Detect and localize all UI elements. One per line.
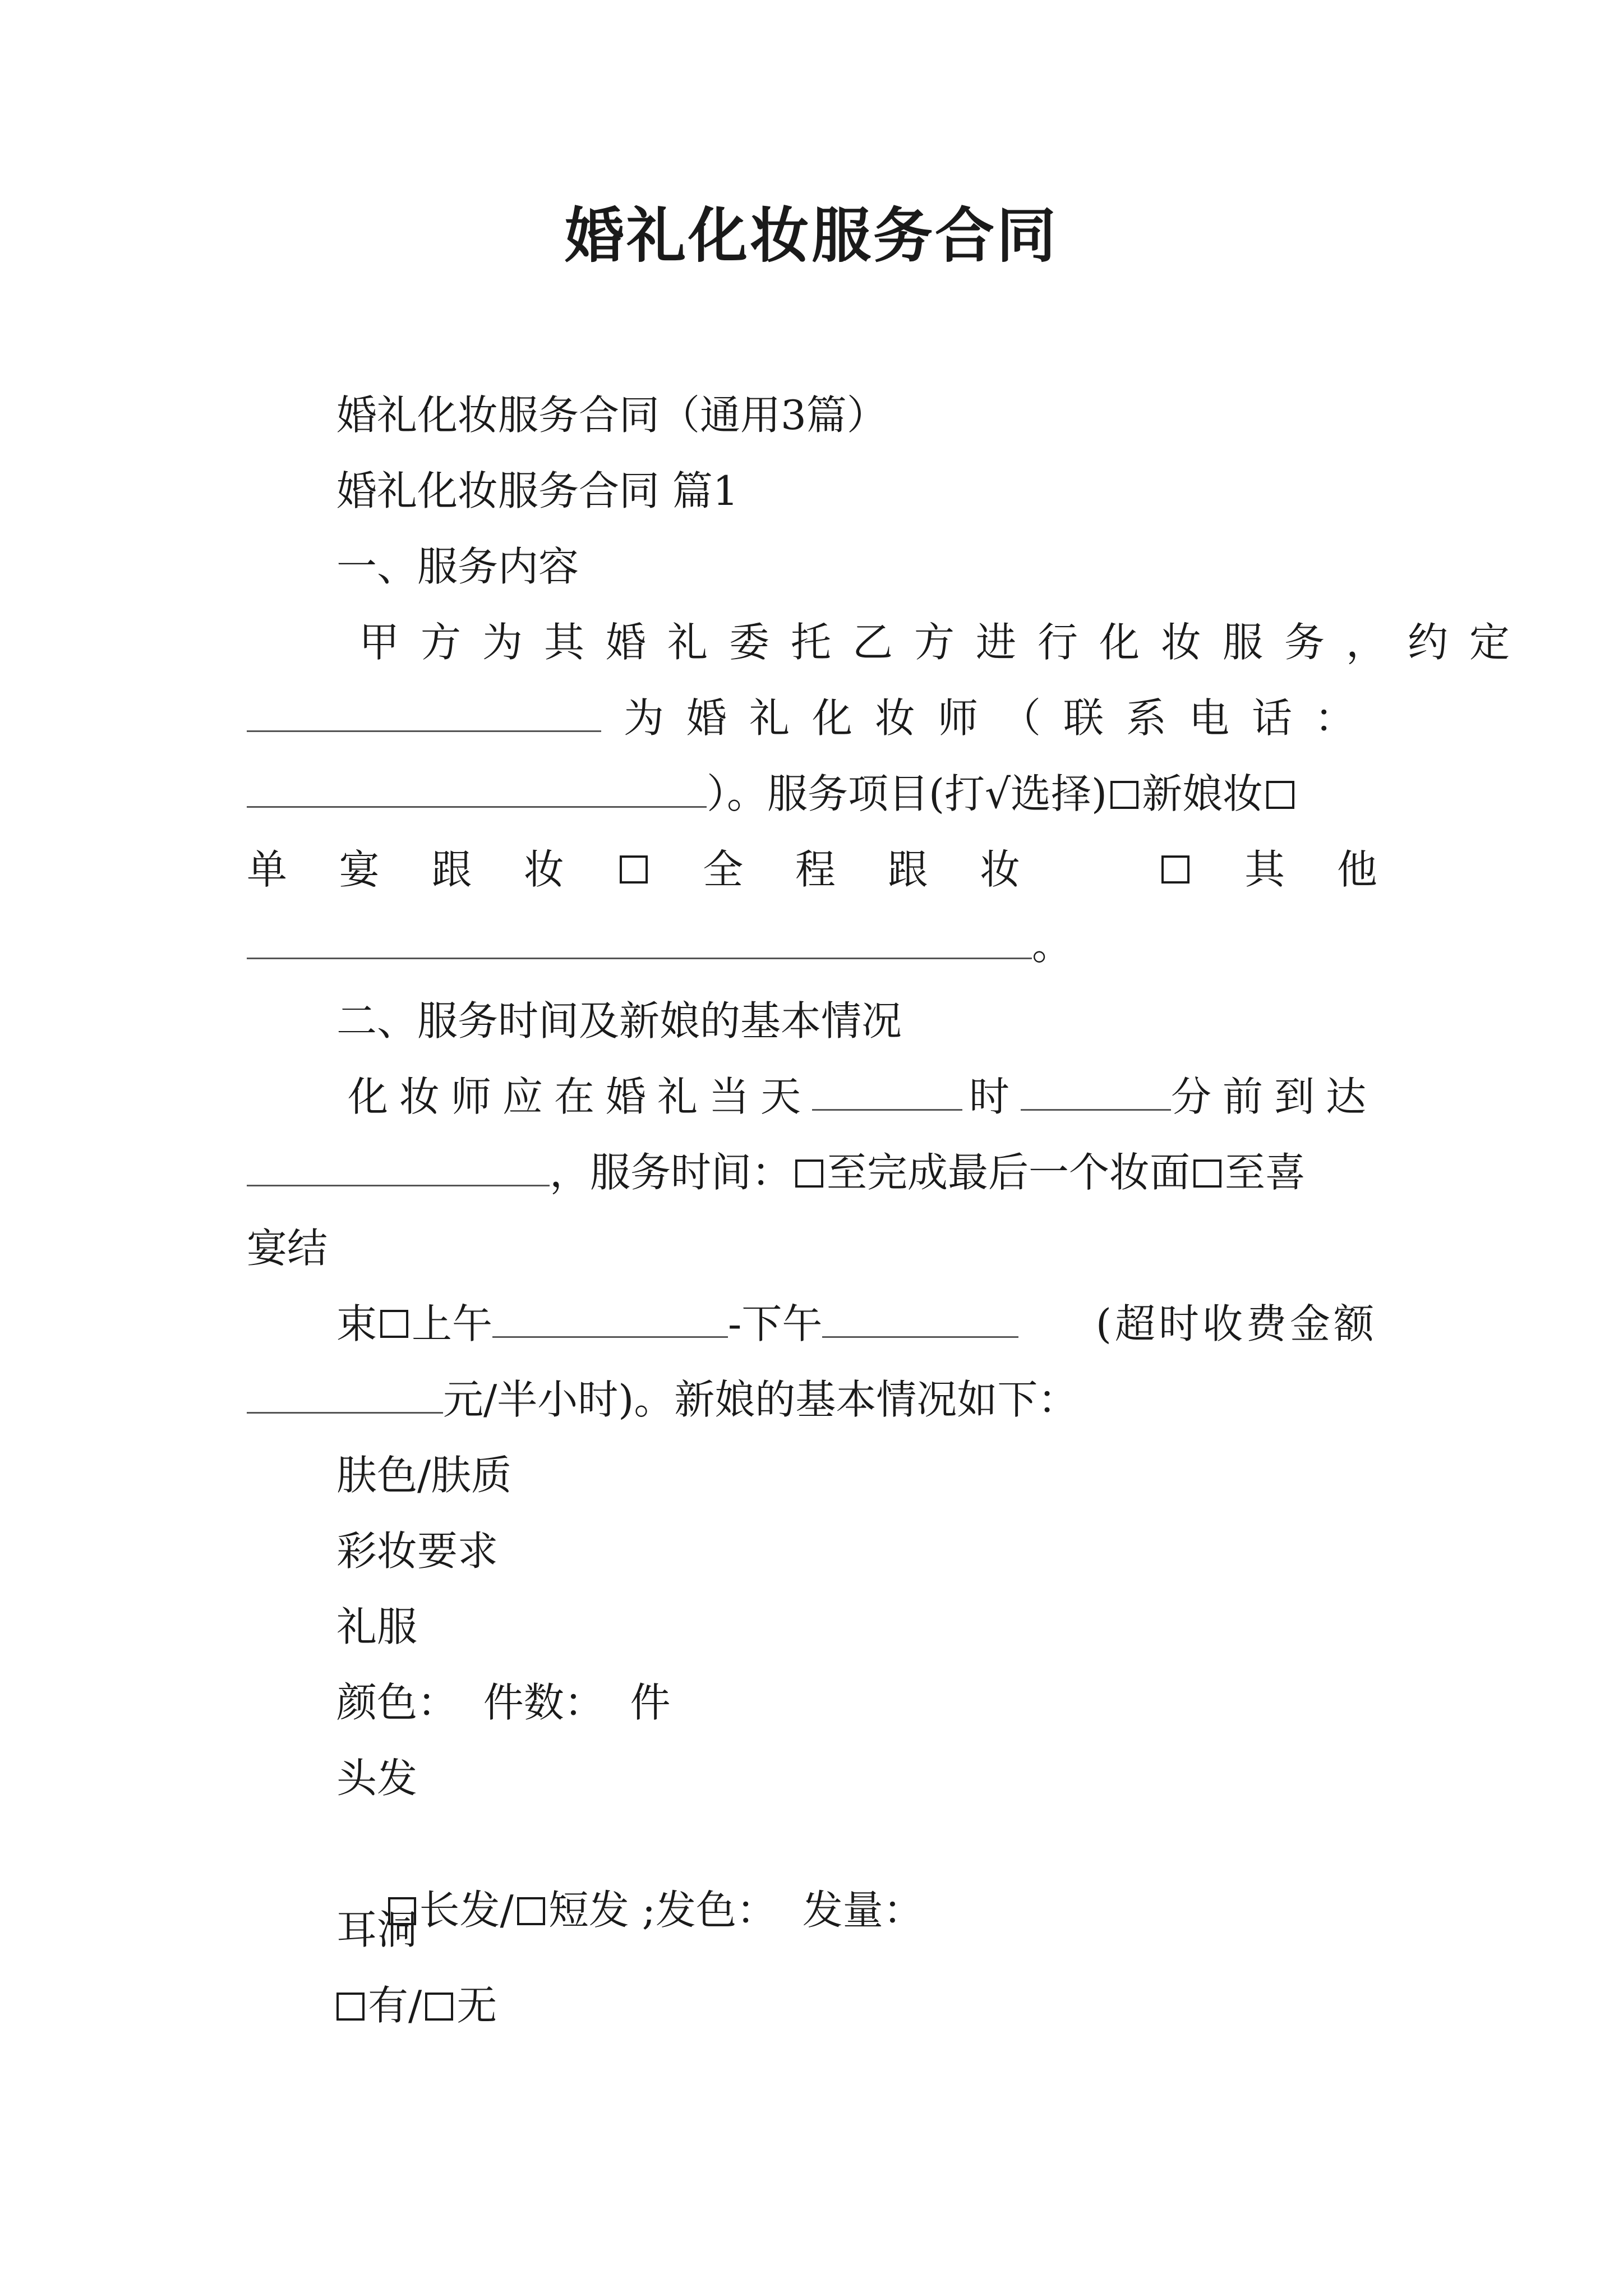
hour-blank xyxy=(812,1069,962,1111)
afternoon-blank xyxy=(822,1296,1018,1338)
char: 妆 xyxy=(980,846,1021,893)
checkbox-icon xyxy=(620,855,648,884)
arrival-text: 化妆师应在婚礼当天 xyxy=(348,1073,813,1120)
hour-label: 时 xyxy=(969,1073,1021,1120)
location-blank xyxy=(247,1144,550,1186)
section-2-paragraph-line-5 xyxy=(247,1372,1377,1428)
line-2-text: 为婚礼化妆师（联系电话： xyxy=(623,694,1377,742)
document-title: 婚礼化妆服务合同 xyxy=(565,200,1058,270)
char: 宴 xyxy=(339,846,380,893)
char: 他 xyxy=(1336,846,1377,893)
period: 。 xyxy=(1032,922,1073,969)
section-1-paragraph-line-5 xyxy=(247,917,1377,973)
checkbox-icon xyxy=(795,1159,823,1188)
skin-label: 肤色/肤质 xyxy=(336,1452,512,1499)
minute-blank xyxy=(1021,1069,1171,1111)
option-banquet: 至喜 xyxy=(1225,1149,1306,1196)
char: 妆 xyxy=(523,846,564,893)
short-hair-option: 短发 ;发色： 发量： xyxy=(548,1887,924,1934)
section-2-paragraph-line-3: 宴结 xyxy=(247,1225,328,1272)
morning-blank xyxy=(492,1296,728,1338)
end-char: 束 xyxy=(336,1300,377,1347)
document-subtitle: 婚礼化妆服务合同（通用3篇） xyxy=(336,392,887,439)
overtime-fee-label: (超时收费金额 xyxy=(1095,1300,1377,1347)
section-2-paragraph-line-4 xyxy=(336,1296,1377,1352)
makeup-artist-blank xyxy=(247,690,601,732)
fee-blank xyxy=(247,1372,443,1414)
option-last-makeup: 至完成最后一个妆面 xyxy=(827,1149,1191,1196)
afternoon-label: -下午 xyxy=(728,1300,823,1347)
char: 跟 xyxy=(431,846,472,893)
bride-makeup-label: 新娘妆 xyxy=(1142,770,1264,817)
morning-label: 上午 xyxy=(412,1300,493,1347)
char: 全 xyxy=(703,846,744,893)
hair-label: 头发 xyxy=(336,1755,418,1802)
ear-piercing-options xyxy=(336,1977,497,2033)
gown-label: 礼服 xyxy=(336,1603,418,1650)
section-2-paragraph-line-1 xyxy=(348,1069,1377,1125)
section-2-paragraph-line-2 xyxy=(247,1144,1377,1200)
arrive-label: 分前到达 xyxy=(1170,1073,1377,1120)
checkbox-icon xyxy=(517,1897,545,1925)
ear-piercing-label: 耳洞 xyxy=(336,1906,418,1953)
char: 程 xyxy=(795,846,836,893)
checkbox-icon xyxy=(1193,1159,1221,1188)
section-1-paragraph-line-1: 甲方为其婚礼委托乙方进行化妆服务，约定 xyxy=(359,619,1532,666)
char: 跟 xyxy=(887,846,928,893)
checkbox-icon xyxy=(336,1993,365,2021)
phone-blank xyxy=(247,766,707,808)
checkbox-icon xyxy=(1110,781,1138,809)
checkbox-icon xyxy=(380,1310,408,1338)
hair-options xyxy=(336,1826,924,1994)
section-1-paragraph-line-4 xyxy=(247,841,1377,898)
checkbox-icon xyxy=(1161,855,1189,884)
checkbox-icon xyxy=(425,1993,453,2021)
fee-unit-text: 元/半小时)。新娘的基本情况如下： xyxy=(443,1376,1078,1423)
service-time-label: ，服务时间： xyxy=(550,1149,792,1196)
ear-no-option: 无 xyxy=(457,1982,497,2029)
ear-yes-option: 有/ xyxy=(368,1982,422,2029)
section-1-paragraph-line-3 xyxy=(247,766,1377,822)
char: 其 xyxy=(1244,846,1285,893)
service-items-text: ）。服务项目(打√选择) xyxy=(707,770,1108,817)
part-heading: 婚礼化妆服务合同 篇1 xyxy=(336,467,739,514)
section-2-heading: 二、服务时间及新娘的基本情况 xyxy=(336,997,902,1045)
section-1-paragraph-line-2 xyxy=(247,690,1377,746)
other-blank xyxy=(247,917,1032,959)
checkbox-icon xyxy=(1266,781,1294,809)
char: 单 xyxy=(247,846,288,893)
section-1-heading: 一、服务内容 xyxy=(336,543,579,590)
long-hair-option: 长发/ xyxy=(419,1887,514,1934)
makeup-requirement-label: 彩妆要求 xyxy=(336,1527,499,1575)
gown-detail: 颜色： 件数： 件 xyxy=(336,1679,671,1726)
